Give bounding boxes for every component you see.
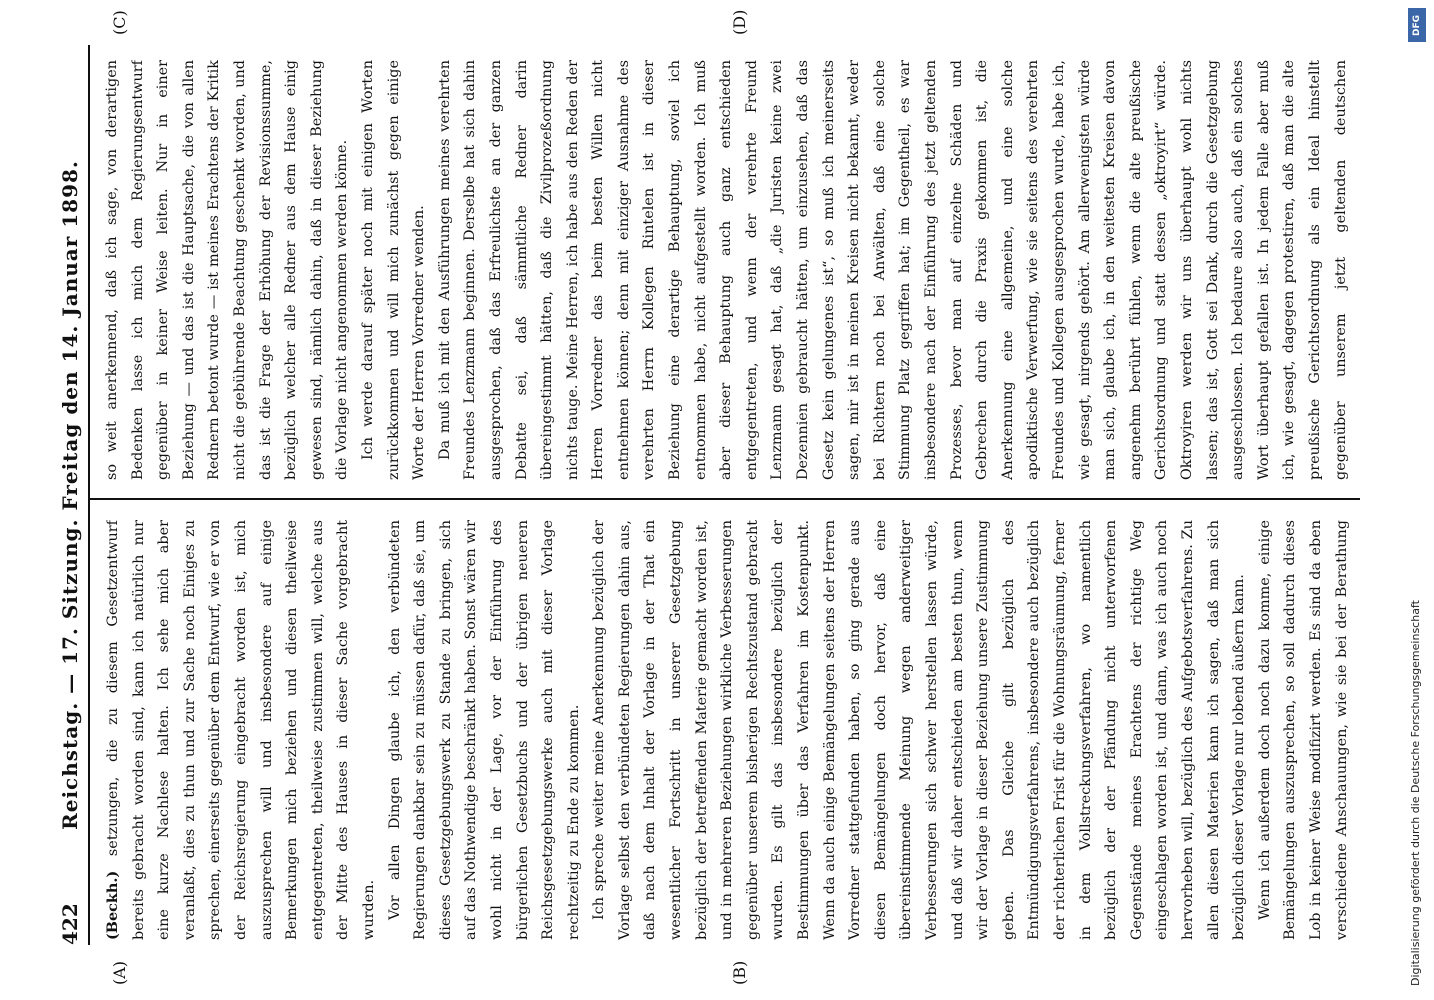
digitization-sidebar [1407, 8, 1431, 993]
dfg-logo: DFG [1408, 8, 1426, 42]
right-column [100, 60, 1350, 480]
left-column [100, 520, 1350, 940]
margin-marker-b: (B) [730, 960, 749, 985]
paragraph: so weit anerkennend, daß ich sage, von derartigen Bedenken lasse ich mich dem Regierungsentwurf gegenüber in keiner Weise leiten. Nur in einer Beziehung — und das ist die Hauptsache, die von allen Rednern betont wurde — ist meines Erachtens der Kritik nicht die gebührende Beachtung geschenkt worden, und das ist die Frage der Erhöhung der Revisionssumme, bezüglich welcher alle Redner aus dem Hause einig gewesen sind, nämlich dahin, daß in dieser Beziehung die Vorlage nicht angenommen werden könne. [104, 60, 351, 480]
header-rule [88, 45, 90, 945]
speaker-paragraph [100, 520, 383, 940]
paragraph: Wenn ich außerdem doch noch dazu komme, einige Bemängelungen auszusprechen, so soll dadurch dieses Lob in keiner Weise modifizirt werden. Es sind da eben verschiedene Anschauungen, wie sie bei der Berathung [1256, 520, 1350, 940]
margin-marker-c: (C) [110, 10, 129, 35]
margin-marker-d: (D) [730, 9, 749, 35]
paragraph: Da muß ich mit den Ausführungen meines verehrten Freundes Lenzmann beginnen. Derselbe hat sich dahin ausgesprochen, daß das Erfreulichste an der ganzen Debatte sei, daß sämmtliche Redner darin übereingestimmt hätten, daß die Zivilprozeßordnung nichts tauge. Meine Herren, ich habe aus den Reden der Herren Vorredner das beim besten Willen nicht entnehmen können; denn mit einziger Ausnahme des verehrten Herrn Kollegen Rintelen ist in dieser Beziehung eine derartige Behauptung, soviel ich entnommen habe, nicht aufgestellt worden. Ich muß aber dieser Behauptung auch ganz entschieden entgegentreten, und wenn der verehrte Freund Lenzmann gesagt hat, daß „die Juristen keine zwei Dezennien gebraucht hätten, um einzusehen, daß das Gesetz kein gelungenes ist“, so muß ich meinerseits sagen, mir ist in meinen Kreisen nicht bekannt, weder bei Richtern noch bei Anwälten, daß eine solche Stimmung Platz gegriffen hat; im Gegentheil, es war insbesondere nach der Einführung des jetzt geltenden Prozesses, bevor man auf einzelne Schäden und Gebrechen durch die Praxis gekommen ist, die Anerkennung eine allgemeine, und eine solche apodiktische Verwerfung, wie sie seitens des verehrten Freundes und Kollegen ausgesprochen wurde, habe ich, wie gesagt, nirgends gehört. Am allerwenigsten würde man sich, glaube ich, in den weitesten Kreisen davon angenehm berührt fühlen, wenn die alte preußische Gerichtsordnung und statt dessen „oktroyirt“ würde. Oktroyiren werden wir uns überhaupt wohl nichts lassen; das ist, Gott sei Dank, durch die Gesetzgebung ausgeschlossen. Ich bedaure also auch, daß ein solches Wort überhaupt gefallen ist. In jedem Falle aber muß ich, wie gesagt, dagegen protestiren, daß man die alte preußische Gerichtsordnung als ein Ideal hinstellt gegenüber unserem jetzt geltenden deutschen [436, 60, 1349, 480]
page-title: Reichstag. — 17. Sitzung. Freitag den 14. Januar 1898. [58, 160, 82, 830]
funding-note: Digitalisierung gefördert durch die Deutsche Forschungsgemeinschaft [1409, 600, 1422, 986]
paragraph: Ich werde darauf später noch mit einigen Worten zurückkommen und will mich zunächst gegen einige Worte der Herren Vorredner wenden. [359, 60, 428, 480]
paragraph: Vor allen Dingen glaube ich, den verbündeten Regierungen dankbar sein zu müssen dafür, daß sie, um dieses Gesetzgebungswerk zu Stande zu bringen, sich auf das Nothwendige beschränkt haben. Sonst wären wir wohl nicht in der Lage, vor der Einführung des bürgerlichen Gesetzbuchs und der übrigen neueren Reichsgesetzgebungswerke auch mit dieser Vorlage rechtzeitig zu Ende zu kommen. [386, 520, 582, 940]
page-header [50, 45, 90, 945]
page-number: 422 [58, 903, 82, 945]
margin-marker-a: (A) [110, 960, 129, 985]
paragraph-text: setzungen, die zu diesem Gesetzentwurf bereits gebracht worden sind, kann ich natürlich nur eine kurze Nachlese halten. Ich sehe mich aber veranlaßt, dies zu thun und zur Sache noch Einiges zu sprechen, einerseits gegenüber dem Entwurf, wie er von der Reichsregierung eingebracht worden ist, mich auszusprechen will und insbesondere auf einige Bemerkungen mich beziehen und diesen theilweise entgegentreten, theilweise zustimmen will, welche aus der Mitte des Hauses in dieser Sache vorgebracht wurden. [105, 520, 377, 940]
column-divider [90, 498, 1360, 500]
speaker-note: (Beckh.) [104, 870, 121, 940]
paragraph: Ich spreche weiter meine Anerkennung bezüglich der Vorlage selbst den verbündeten Regierungen dahin aus, daß nach dem Inhalt der Vorlage in der That ein wesentlicher Fortschritt in unserer Gesetzgebung bezüglich der betreffenden Materie gemacht worden ist, und in mehreren Beziehungen wirkliche Verbesserungen gegenüber unserem bisherigen Rechtszustand gebracht wurden. Es gilt das insbesondere bezüglich der Bestimmungen über das Verfahren im Kostenpunkt. Wenn da auch einige Bemängelungen seitens der Herren Vorredner stattgefunden haben, so ging gerade aus diesen Bemängelungen doch hervor, daß eine übereinstimmende Meinung wegen anderweitiger Verbesserungen sich schwer herstellen lassen würde, und daß wir daher entschieden am besten thun, wenn wir der Vorlage in dieser Beziehung unsere Zustimmung geben. Das Gleiche gilt bezüglich des Entmündigungsverfahrens, insbesondere auch bezüglich der richterlichen Frist für die Wohnungsräumung, ferner in dem Vollstreckungsverfahren, wo namentlich bezüglich der der Pfändung nicht unterworfenen Gegenstände meines Erachtens der richtige Weg eingeschlagen worden ist, und dann, was ich auch noch hervorheben will, bezüglich des Aufgebotsverfahrens. Zu allen diesen Materien kann ich sagen, daß man sich bezüglich dieser Vorlage nur lobend äußern kann. [591, 520, 1248, 940]
